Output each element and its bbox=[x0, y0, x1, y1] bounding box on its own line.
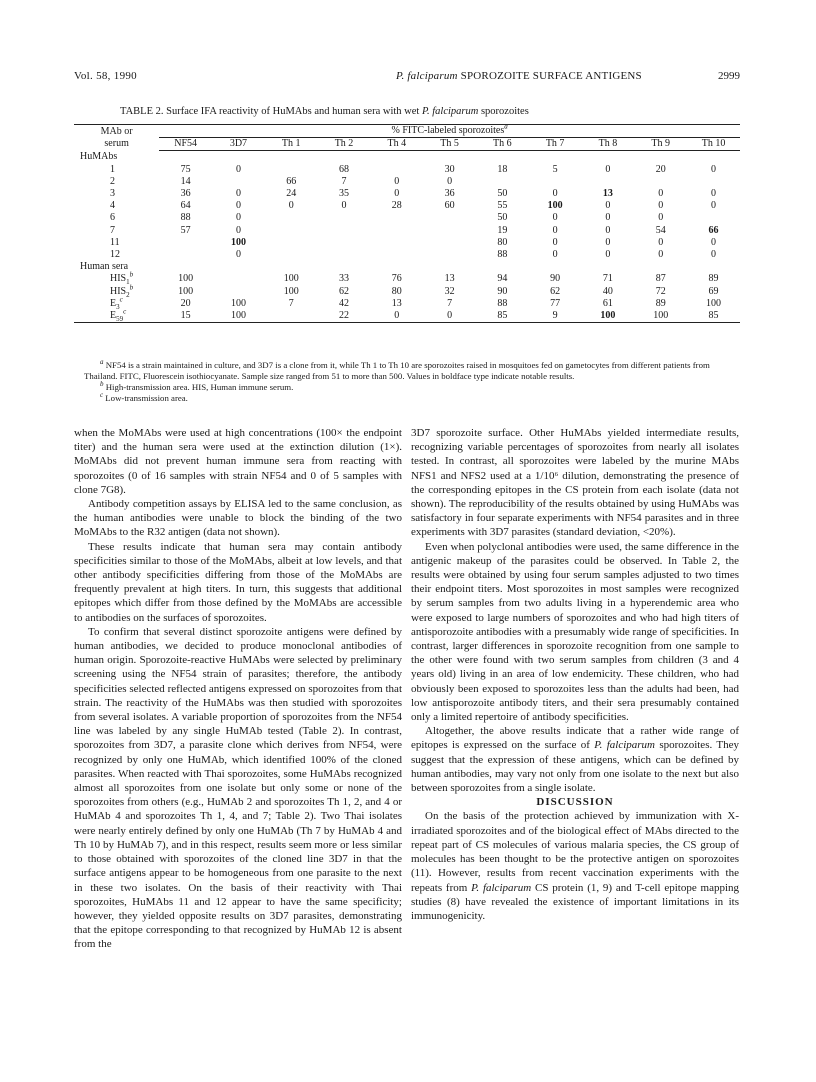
footnote-b-marker: b bbox=[100, 380, 104, 389]
table-cell: 0 bbox=[658, 249, 664, 261]
table-cell: 13 bbox=[444, 273, 455, 285]
table-cell: 42 bbox=[339, 297, 349, 309]
column-header: Th 10 bbox=[687, 138, 740, 151]
species-name: P. falciparum bbox=[471, 881, 532, 894]
section-row bbox=[74, 151, 740, 164]
table-cell: 80 bbox=[391, 285, 402, 297]
table-cell bbox=[634, 176, 687, 188]
table-cell: 7 bbox=[288, 297, 294, 309]
table-cell: 100 bbox=[178, 273, 194, 285]
table-cell bbox=[318, 249, 371, 261]
table-cell: 0 bbox=[552, 212, 558, 224]
table-cell: 19 bbox=[497, 224, 508, 236]
results-table bbox=[74, 124, 740, 323]
group-header-label: % FITC-labeled sporozoites bbox=[391, 125, 505, 136]
table-cell: 36 bbox=[444, 188, 455, 200]
paragraph: when the MoMAbs were used at high concentrations (100× the endpoint titer) and the human sera were used at the extinction dilution (1×). MoMAbs did not prevent human immune sera from reacting with sporozoites (0 of 16 samples with strain NF54 and 0 of 5 samples with clone 7G8). bbox=[74, 427, 402, 496]
table-cell: 30 bbox=[444, 163, 455, 175]
table-row bbox=[74, 298, 740, 310]
table-cell: 40 bbox=[602, 285, 613, 297]
running-title-rest: SPOROZOITE SURFACE ANTIGENS bbox=[457, 70, 642, 82]
table-cell: 66 bbox=[286, 175, 297, 187]
table-cell: 0 bbox=[605, 163, 611, 175]
column-header: Th 1 bbox=[265, 138, 318, 151]
table-cell: 0 bbox=[552, 236, 558, 248]
table-cell: 85 bbox=[687, 310, 740, 323]
table-cell: 0 bbox=[235, 188, 241, 200]
running-header bbox=[74, 70, 740, 86]
table-row bbox=[74, 273, 740, 285]
table-cell: 89 bbox=[708, 273, 719, 285]
row-label: 2 bbox=[110, 175, 115, 187]
table-cell: 0 bbox=[605, 200, 611, 212]
table-cell: 100 bbox=[230, 297, 246, 309]
row-label bbox=[74, 307, 159, 324]
volume-info: Vol. 58, 1990 bbox=[74, 70, 137, 82]
caption-species: P. falciparum bbox=[421, 106, 479, 117]
row-label bbox=[74, 283, 159, 299]
table-row bbox=[74, 164, 740, 176]
table-cell: 61 bbox=[602, 297, 613, 309]
table-cell: 100 bbox=[178, 285, 194, 297]
paragraph-text: On the basis of the protection achieved by immunization with X-irradiated sporozoites and of the biological effect of MAbs directed to the repeat part of CS molecules of various malaria species, the CS group of molecules has been thought to be the protective antigen on sporozoites (11). However, results from recent vaccination experiments with the repeats from bbox=[411, 810, 739, 894]
table-cell bbox=[159, 237, 212, 249]
table-cell: 54 bbox=[655, 224, 666, 236]
row-label: 12 bbox=[110, 249, 120, 261]
table-cell: 55 bbox=[497, 200, 508, 212]
table-row bbox=[74, 188, 740, 200]
table-row bbox=[74, 286, 740, 298]
table-cell: 24 bbox=[286, 188, 297, 200]
table-cell: 60 bbox=[444, 200, 455, 212]
table-cell: 50 bbox=[497, 188, 508, 200]
table-cell: 0 bbox=[552, 224, 558, 236]
table-cell bbox=[370, 237, 423, 249]
table-row bbox=[74, 237, 740, 249]
row-label-subscript: 59 bbox=[116, 315, 124, 324]
row-label: 7 bbox=[110, 224, 115, 236]
row-label-base: E bbox=[110, 310, 117, 322]
table-cell: 0 bbox=[447, 175, 453, 187]
left-column bbox=[74, 426, 402, 952]
table-cell: 68 bbox=[339, 163, 349, 175]
table-cell: 0 bbox=[341, 200, 347, 212]
section-label: Human sera bbox=[80, 261, 129, 273]
table-cell: 0 bbox=[658, 200, 664, 212]
caption-lead: TABLE 2. Surface IFA reactivity of HuMAbs and human sera with wet bbox=[120, 106, 422, 117]
table-caption bbox=[120, 106, 720, 117]
table-cell: 0 bbox=[235, 200, 241, 212]
group-header bbox=[159, 122, 740, 138]
row-label-footnote-marker: b bbox=[129, 283, 134, 292]
row-label: 6 bbox=[110, 212, 115, 224]
column-header-row bbox=[74, 138, 740, 151]
table-cell bbox=[212, 273, 265, 285]
paragraph bbox=[411, 724, 739, 795]
table-cell: 13 bbox=[391, 297, 402, 309]
table-cell: 100 bbox=[212, 310, 265, 323]
table-cell: 100 bbox=[283, 285, 299, 297]
table-cell bbox=[370, 225, 423, 237]
table-cell bbox=[212, 176, 265, 188]
paragraph: 3D7 sporozoite surface. Other HuMAbs yielded intermediate results, recognizing variable percentages of sporozoites from nearly all isolates tested. In contrast, all sporozoites were labeled by the murine MAbs NFS1 and NFS2 used at a 1/10⁶ dilution, demonstrating the presence of the corresponding epitopes in the CS protein from each isolate (data not shown). The reproducibility of the results obtained by using HuMAbs was satisfactory in four separate experiments with NF54 parasites and in three experiments with 3D7 parasites (standard deviation, <20%). bbox=[411, 427, 739, 539]
row-label-base: E bbox=[110, 297, 117, 309]
table-cell: 62 bbox=[550, 285, 561, 297]
group-header-footnote-marker: a bbox=[504, 122, 508, 131]
table-cell bbox=[318, 212, 371, 224]
running-title-species: P. falciparum bbox=[396, 70, 458, 82]
table-cell bbox=[476, 176, 529, 188]
column-header: Th 9 bbox=[634, 138, 687, 151]
row-header-line2: serum bbox=[104, 137, 129, 149]
table-cell: 7 bbox=[447, 297, 453, 309]
table-cell: 35 bbox=[339, 188, 349, 200]
column-header: Th 4 bbox=[370, 138, 423, 151]
table-cell bbox=[529, 176, 582, 188]
table-cell: 100 bbox=[547, 200, 563, 212]
table-cell: 80 bbox=[497, 236, 508, 248]
table-row bbox=[74, 176, 740, 188]
right-column bbox=[411, 426, 739, 923]
section-label: HuMAbs bbox=[80, 151, 118, 163]
row-label-base: HIS bbox=[110, 273, 127, 285]
table-cell: 77 bbox=[550, 297, 561, 309]
table-cell bbox=[370, 212, 423, 224]
row-label-footnote-marker: c bbox=[119, 295, 123, 304]
table-cell bbox=[370, 249, 423, 261]
table-cell: 89 bbox=[655, 297, 666, 309]
table-cell: 9 bbox=[529, 310, 582, 323]
table-cell: 0 bbox=[552, 249, 558, 261]
table-cell: 0 bbox=[370, 310, 423, 323]
footnote-c bbox=[84, 393, 734, 404]
table-cell bbox=[265, 164, 318, 176]
column-header: 3D7 bbox=[212, 138, 265, 151]
table-cell: 72 bbox=[655, 285, 666, 297]
table-cell: 76 bbox=[391, 273, 402, 285]
row-label: 4 bbox=[110, 200, 115, 212]
footnote-b bbox=[84, 382, 734, 393]
paragraph: Antibody competition assays by ELISA led to the same conclusion, as the human antibodies were unable to block the binding of the two MoMAbs to the R32 antigen (data not shown). bbox=[74, 498, 402, 539]
row-label-subscript: 3 bbox=[116, 302, 120, 311]
discussion-heading: DISCUSSION bbox=[536, 796, 614, 809]
table-cell: 22 bbox=[318, 310, 371, 323]
table-cell: 32 bbox=[444, 285, 455, 297]
table-cell: 0 bbox=[605, 224, 611, 236]
table-cell: 50 bbox=[497, 212, 508, 224]
table-row bbox=[74, 200, 740, 212]
table-cell bbox=[265, 237, 318, 249]
table-cell: 88 bbox=[180, 212, 191, 224]
table-cell bbox=[423, 249, 476, 261]
table-cell: 88 bbox=[497, 297, 508, 309]
table-row bbox=[74, 212, 740, 224]
row-header-line1: MAb or bbox=[100, 125, 133, 137]
table-cell: 62 bbox=[339, 285, 349, 297]
page-number: 2999 bbox=[718, 70, 740, 82]
table-cell: 15 bbox=[159, 310, 212, 323]
table-cell: 14 bbox=[180, 175, 191, 187]
table-cell bbox=[265, 212, 318, 224]
row-label: 3 bbox=[110, 188, 115, 200]
row-label bbox=[74, 295, 159, 311]
table-cell: 28 bbox=[391, 200, 402, 212]
table-cell: 0 bbox=[605, 212, 611, 224]
paragraph: Even when polyclonal antibodies were used, the same difference in the antigenic makeup of the parasites could be observed. In Table 2, the results were obtained by using four serum samples adjusted to two times their endpoint titers. Most sporozoites in most samples were recognized by serum samples from two adults living in a hyperendemic area who were exposed to large numbers of sporozoites and who had high titers of antisporozoite antibodies with a presumably wide range of specificities. In contrast, larger differences in sporozoite recognition from one sample to the other were found with two serum samples from children (3 and 4 years old) living in an area of low endemicity. These children, who had obviously been exposed to sporozoites less than the adults had been, had low antisporozoite antibody titers, and their sera presumably contained only a limited repertoire of antibody specificities. bbox=[411, 540, 739, 724]
table-cell bbox=[265, 225, 318, 237]
row-label-base: HIS bbox=[110, 285, 127, 297]
footnote-b-text: High-transmission area. HIS, Human immune serum. bbox=[103, 382, 294, 392]
row-label bbox=[74, 273, 159, 285]
footnote-a bbox=[84, 360, 734, 382]
table-cell: 7 bbox=[341, 175, 347, 187]
paragraph: To confirm that several distinct sporozoite antigens were defined by human antibodies, we decided to produce monoclonal antibodies of human origin. Sporozoite-reactive HuMAbs were selected by preliminary screening using the NF54 strain of parasites; therefore, the antibody specificities selected reflected antigens expressed on sporozoites from that strain. The reactivity of the HuMAbs was then studied with sporozoites from several isolates. A variable proportion of sporozoites from the NF54 line was labeled by any single HuMAb tested (Table 2). In contrast, sporozoites from 3D7, a parasite clone which derives from NF54, were recognized by only one HuMAb, which identified 100% of the cloned parasites. When reacted with Thai sporozoites, some HuMAbs recognized almost all sporozoites from one isolate but only some or none of the sporozoites from others (e.g., HuMAb 2 and sporozoites Th 1, 2, and 4 or HuMAb 4 and sporozoites Th 1, 4, and 7; Table 2). Two Thai isolates were nearly entirely defined by only one HuMAb (Th 7 by HuMAb 4 and Th 10 by HuMAb 7), and in this respect, results seem more or less similar to those obtained with sporozoites of the cloned line 3D7 in that the surface antigens appear to be homogeneous from one parasite to the next in these two isolates. On the basis of their reactivity with Thai sporozoites, HuMAbs 11 and 12 appear to have the same specificity; however, they yielded opposite results on 3D7 parasites, demonstrating that the epitope corresponding to that recognized by HuMAb 12 is absent from the bbox=[74, 625, 402, 951]
table-cell bbox=[318, 225, 371, 237]
table-cell bbox=[318, 237, 371, 249]
table-cell: 100 bbox=[706, 297, 722, 309]
table-cell: 90 bbox=[497, 285, 508, 297]
table-cell: 0 bbox=[288, 200, 294, 212]
row-label-subscript: 1 bbox=[126, 278, 130, 287]
footnote-a-text: NF54 is a strain maintained in culture, and 3D7 is a clone from it, while Th 1 to Th 10 are sporozoites raised in mosquitoes fed on gametocytes from different patients from Thailand. FITC, Fluorescein isothiocyanate. Sample size ranged from 51 to more than 500. Values in boldface type indicate notable results. bbox=[84, 360, 710, 381]
table-cell: 0 bbox=[552, 188, 558, 200]
table-cell: 20 bbox=[180, 297, 191, 309]
table-cell: 5 bbox=[552, 163, 558, 175]
table-cell: 69 bbox=[708, 285, 719, 297]
table-cell bbox=[159, 249, 212, 261]
table-row bbox=[74, 225, 740, 237]
table-cell: 0 bbox=[235, 163, 241, 175]
table-cell bbox=[582, 176, 635, 188]
table-cell bbox=[423, 237, 476, 249]
table-row bbox=[74, 310, 740, 323]
paragraph-text: Altogether, the above results indicate that a rather wide range of epitopes is expressed on the surface of bbox=[411, 725, 739, 752]
table-cell: 0 bbox=[235, 212, 241, 224]
table-cell: 0 bbox=[711, 236, 717, 248]
row-label-footnote-marker: b bbox=[129, 271, 134, 280]
table-cell: 0 bbox=[394, 188, 400, 200]
row-header bbox=[74, 125, 159, 151]
table-cell: 13 bbox=[602, 188, 613, 200]
row-label-footnote-marker: c bbox=[123, 307, 127, 316]
table-cell: 0 bbox=[423, 310, 476, 323]
footnote-a-marker: a bbox=[100, 358, 104, 367]
paragraph-text: CS protein (1, 9) and T-cell epitope mapping studies (8) have revealed the existence of important limitations in its immunogenicity. bbox=[411, 881, 740, 922]
table-cell: 71 bbox=[602, 273, 613, 285]
table-cell: 0 bbox=[711, 200, 717, 212]
table-cell: 87 bbox=[655, 273, 666, 285]
table-cell: 88 bbox=[497, 249, 508, 261]
table-body bbox=[74, 151, 740, 323]
table-cell: 0 bbox=[711, 163, 717, 175]
table-cell: 0 bbox=[235, 249, 241, 261]
running-title bbox=[396, 70, 642, 82]
footnote-c-text: Low-transmission area. bbox=[103, 393, 188, 403]
table-cell bbox=[265, 249, 318, 261]
table-cell: 0 bbox=[658, 236, 664, 248]
row-label-subscript: 2 bbox=[126, 290, 130, 299]
table-cell: 57 bbox=[180, 224, 191, 236]
table-cell: 66 bbox=[708, 224, 719, 236]
table-cell: 36 bbox=[180, 188, 191, 200]
table-footnotes bbox=[84, 360, 734, 404]
table-cell bbox=[265, 310, 318, 323]
table-cell: 33 bbox=[339, 273, 349, 285]
table-cell bbox=[423, 212, 476, 224]
table-cell: 100 bbox=[230, 236, 246, 248]
column-header: Th 8 bbox=[582, 138, 635, 151]
table-cell: 20 bbox=[655, 163, 666, 175]
paragraph bbox=[411, 809, 739, 923]
table-cell: 94 bbox=[497, 273, 508, 285]
table-cell: 100 bbox=[634, 310, 687, 323]
column-header: Th 6 bbox=[476, 138, 529, 151]
table-cell: 0 bbox=[605, 236, 611, 248]
table-cell: 0 bbox=[605, 249, 611, 261]
row-label: 1 bbox=[110, 163, 115, 175]
table-cell: 18 bbox=[497, 163, 508, 175]
table-cell: 0 bbox=[235, 224, 241, 236]
table-cell bbox=[687, 212, 740, 224]
table-cell bbox=[212, 286, 265, 298]
column-header: NF54 bbox=[159, 138, 212, 151]
column-header: Th 2 bbox=[318, 138, 371, 151]
footnote-c-marker: c bbox=[100, 391, 104, 400]
column-header: Th 5 bbox=[423, 138, 476, 151]
table-cell: 0 bbox=[711, 249, 717, 261]
table-cell: 64 bbox=[180, 200, 191, 212]
table-cell: 0 bbox=[394, 175, 400, 187]
table-cell bbox=[687, 176, 740, 188]
section-row bbox=[74, 261, 740, 273]
paragraph: These results indicate that human sera may contain antibody specificities similar to those of the MoMAbs, albeit at low levels, and that other antibody specificities differing from those of the MoMAbs are frequently prevalent at high titers. In turn, this suggests that additional epitopes which differ from those defined by the MoMAbs are accessible to antibodies on the surfaces of sporozoites. bbox=[74, 540, 402, 624]
column-header: Th 7 bbox=[529, 138, 582, 151]
table-cell: 75 bbox=[180, 163, 191, 175]
species-name: P. falciparum bbox=[594, 739, 655, 752]
table-cell: 0 bbox=[658, 212, 664, 224]
table-cell: 100 bbox=[283, 273, 299, 285]
table-cell: 90 bbox=[550, 273, 561, 285]
paragraph-text: sporozoites. They suggest that the expression of these antigens, which can be defined by human antibodies, may vary not only from one isolate to the next but also between sporozoites from a single isolate. bbox=[411, 739, 739, 795]
row-label: 11 bbox=[110, 236, 120, 248]
table-cell: 100 bbox=[582, 310, 635, 323]
table-row bbox=[74, 249, 740, 261]
table-cell bbox=[423, 225, 476, 237]
table-cell bbox=[370, 164, 423, 176]
caption-tail: sporozoites bbox=[478, 106, 529, 117]
table-cell: 85 bbox=[476, 310, 529, 323]
table-cell: 0 bbox=[711, 188, 717, 200]
table-cell: 0 bbox=[658, 188, 664, 200]
